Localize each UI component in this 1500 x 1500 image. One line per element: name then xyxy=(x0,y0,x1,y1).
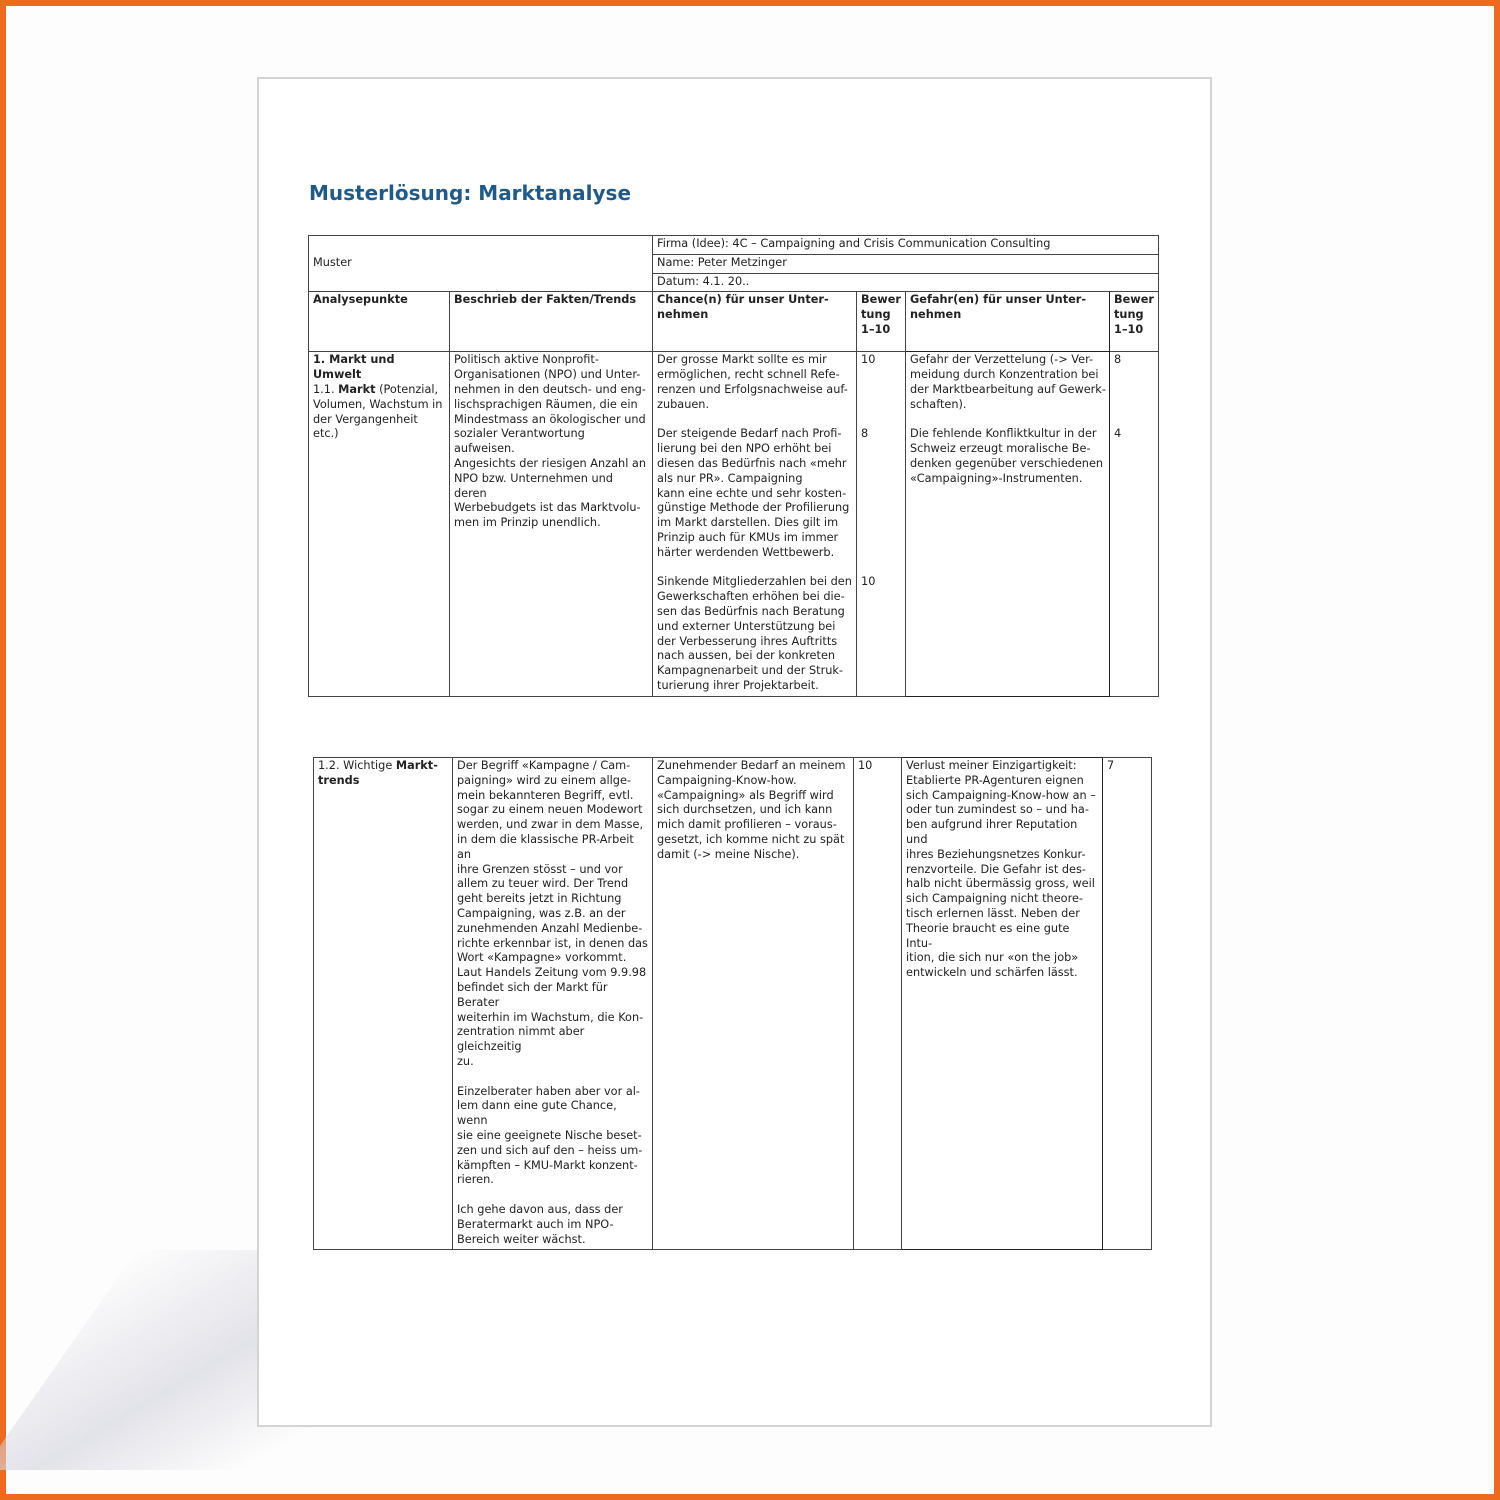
col-header-bewertung-gefahren: Bewer tung 1–10 xyxy=(1110,292,1159,352)
rating-risk-1: 7 xyxy=(1103,758,1152,1250)
header-firma: Firma (Idee): 4C – Campaigning and Crisis Communication Consulting xyxy=(653,236,1159,255)
col-header-gefahren: Gefahr(en) für unser Unter- nehmen xyxy=(906,292,1110,352)
facts-cell: Politisch aktive Nonprofit- Organisationen (NPO) und Unter- nehmen in den deutsch- und eng- lischsprachigen Räumen, die ein Mindestmass an ökologischer und sozialer Verantwortung aufweisen. Angesichts der riesigen Anzahl an NPO bzw. Unternehmen und deren Werbebudgets ist das Marktvolu- men im Prinzip unendlich. xyxy=(450,352,653,696)
fact-3: Ich gehe davon aus, dass der Beratermarkt auch im NPO- Bereich weiter wächst. xyxy=(457,1202,623,1246)
fact-2: Einzelberater haben aber vor al- lem dann eine gute Chance, wenn sie eine geeignete Nische beset- zen und sich auf den – heiss um- kämpften – KMU-Markt konzent- rieren. xyxy=(457,1084,643,1187)
muster-label: Muster xyxy=(309,236,653,292)
col-header-chancen: Chance(n) für unser Unter- nehmen xyxy=(653,292,857,352)
risks-cell: Verlust meiner Einzigartigkeit: Etablierte PR-Agenturen eignen sich Campaigning-Know-how an – oder tun zumindest so – und ha- ben aufgrund ihrer Reputation und ihres Beziehungsnetzes Konkur- renzvorteile. Die Gefahr ist des- halb nicht übermässig gross, weil sich Campaigning nicht theore- tisch erlernen lässt. Neben der Theorie braucht es eine gute Intu- ition, die sich nur «on the job» entwickeln und schärfen lässt. xyxy=(902,758,1103,1250)
analysis-point-bold: Markt- trends xyxy=(318,759,438,787)
facts-cell xyxy=(453,758,653,1250)
chances-cell: Zunehmender Bedarf an meinem Campaigning-Know-how. «Campaigning» als Begriff wird sich durchsetzen, und ich kann mich damit profilieren – voraus- gesetzt, ich komme nicht zu spät damit (-> meine Nische). xyxy=(653,758,854,1250)
rating-risk-1: 8 xyxy=(1114,353,1122,367)
analysis-point-prefix: 1.2. Wichtige xyxy=(318,759,396,772)
col-header-analysepunkte: Analysepunkte xyxy=(309,292,450,352)
rating-chance-3: 10 xyxy=(861,575,876,589)
rating-chance-1: 10 xyxy=(854,758,902,1250)
page-title: Musterlösung: Marktanalyse xyxy=(309,181,632,205)
rating-risk-2: 4 xyxy=(1114,427,1122,441)
analysis-table-main xyxy=(308,235,1159,697)
risk-1: Gefahr der Verzettelung (-> Ver- meidung durch Konzentration bei der Marktbearbeitung auf Gewerk- schaften). xyxy=(910,353,1106,411)
chance-1: Der grosse Markt sollte es mir ermöglichen, recht schnell Refe- renzen und Erfolgsnachweise auf- zubauen. xyxy=(657,353,848,411)
header-datum: Datum: 4.1. 20.. xyxy=(653,273,1159,292)
analysis-point-rest: (Potenzial, Volumen, Wachstum in der Vergangenheit etc.) xyxy=(313,382,443,441)
analysis-point-heading: 1. Markt und Umwelt xyxy=(313,353,395,382)
chance-ratings-cell xyxy=(857,352,906,696)
risk-ratings-cell xyxy=(1110,352,1159,696)
chances-cell xyxy=(653,352,857,696)
analysis-point-cell xyxy=(314,758,453,1250)
analysis-point-bold: Markt xyxy=(338,382,376,396)
fact-1: Der Begriff «Kampagne / Cam- paigning» wird zu einem allge- mein bekannteren Begriff, evtl. sogar zu einem neuen Modewort werden, und zwar in dem Masse, in dem die klassische PR-Arbeit an ihre Grenzen stösst – und vor allem zu teuer wird. Der Trend geht bereits jetzt in Richtung Campaigning, was z.B. an der zunehmenden Anzahl Medienbe- richte erkennbar ist, in denen das Wort «Kampagne» vorkommt. Laut Handels Zeitung vom 9.9.98 befindet sich der Markt für Berater weiterhin im Wachstum, die Kon- zentration nimmt aber gleichzeitig zu. xyxy=(457,759,648,1068)
rating-chance-2: 8 xyxy=(861,427,869,441)
chance-3: Sinkende Mitgliederzahlen bei den Gewerkschaften erhöhen bei die- sen das Bedürfnis nach Beratung und externer Unterstützung bei der Verbesserung ihres Auftritts nach aussen, bei der konkreten Kampagnenarbeit und der Struk- turierung ihrer Projektarbeit. xyxy=(657,575,852,692)
chance-2: Der steigende Bedarf nach Profi- lierung bei den NPO erhöht bei diesen das Bedürfnis nach «mehr als nur PR». Campaigning kann eine echte und sehr kosten- günstige Methode der Profilierung im Markt darstellen. Dies gilt im Prinzip auch für KMUs im immer härter werdenden Wettbewerb. xyxy=(657,427,850,559)
risks-cell xyxy=(906,352,1110,696)
analysis-point-prefix: 1.1. xyxy=(313,382,339,396)
col-header-bewertung-chancen: Bewer tung 1–10 xyxy=(857,292,906,352)
analysis-point-cell xyxy=(309,352,450,696)
col-header-beschrieb: Beschrieb der Fakten/Trends xyxy=(450,292,653,352)
analysis-table-trends xyxy=(313,757,1152,1250)
rating-chance-1: 10 xyxy=(861,353,876,367)
header-name: Name: Peter Metzinger xyxy=(653,254,1159,273)
risk-2: Die fehlende Konfliktkultur in der Schweiz erzeugt moralische Be- denken gegenüber verschiedenen «Campaigning»-Instrumenten. xyxy=(910,427,1104,485)
